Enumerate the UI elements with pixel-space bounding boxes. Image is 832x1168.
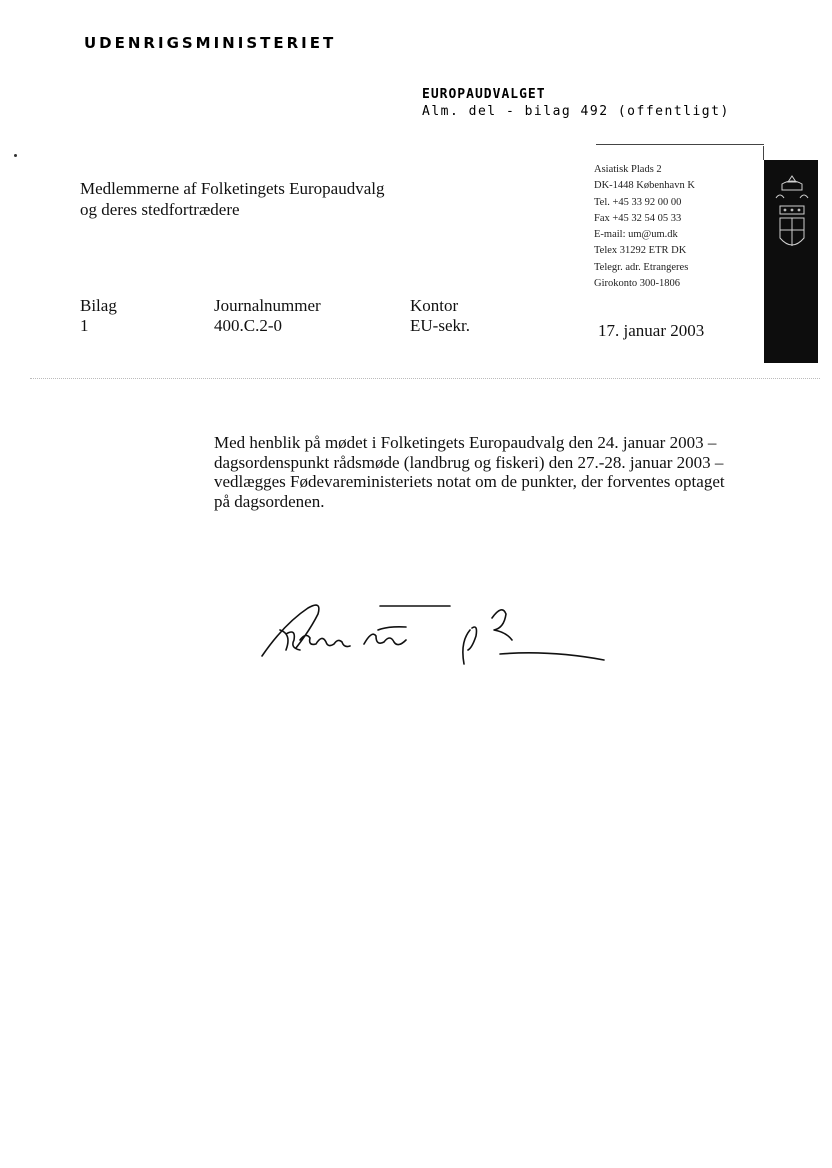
body-line: dagsordenspunkt rådsmøde (landbrug og fiskeri) den 27.-28. januar 2003 –	[214, 452, 724, 472]
ministry-address	[594, 162, 695, 292]
address-line: Telex 31292 ETR DK	[594, 245, 687, 257]
address-line: Girokonto 300-1806	[594, 278, 681, 290]
stamp-committee: EUROPAUDVALGET	[422, 87, 546, 102]
address-line: Tel. +45 33 92 00 00	[594, 196, 682, 208]
ministry-name: UDENRIGSMINISTERIET	[84, 34, 337, 52]
address-line: E-mail: um@um.dk	[594, 229, 678, 241]
journal-label: Journalnummer	[214, 296, 321, 315]
divider-tick	[763, 146, 764, 160]
royal-crest-icon	[772, 172, 812, 262]
stamp-reference: Alm. del - bilag 492 (offentligt)	[422, 104, 730, 119]
address-line: DK-1448 København K	[594, 180, 695, 192]
journal-value: 400.C.2-0	[214, 316, 282, 335]
letter-body	[214, 433, 754, 511]
recipient-line: Medlemmerne af Folketingets Europaudvalg	[80, 179, 385, 198]
letter-date: 17. januar 2003	[598, 321, 705, 340]
body-line: Med henblik på mødet i Folketingets Europaudvalg den 24. januar 2003 –	[214, 433, 717, 452]
handwritten-signature	[252, 590, 622, 670]
body-line: vedlægges Fødevareministeriets notat om de punkter, der forventes optaget	[214, 472, 725, 491]
divider-line	[596, 144, 764, 145]
address-line: Telegr. adr. Etrangeres	[594, 261, 689, 273]
archive-stamp	[422, 86, 730, 120]
body-line: på dagsordenen.	[214, 491, 325, 511]
recipient-line: og deres stedfortrædere	[80, 200, 240, 219]
bilag-value: 1	[80, 316, 89, 335]
kontor-label: Kontor	[410, 296, 459, 315]
scan-speck	[14, 154, 17, 157]
address-line: Fax +45 32 54 05 33	[594, 212, 682, 224]
kontor-value: EU-sekr.	[410, 316, 470, 335]
recipient-block	[80, 178, 385, 220]
scan-artifact-line	[30, 378, 820, 380]
address-line: Asiatisk Plads 2	[594, 164, 662, 175]
bilag-label: Bilag	[80, 296, 117, 315]
